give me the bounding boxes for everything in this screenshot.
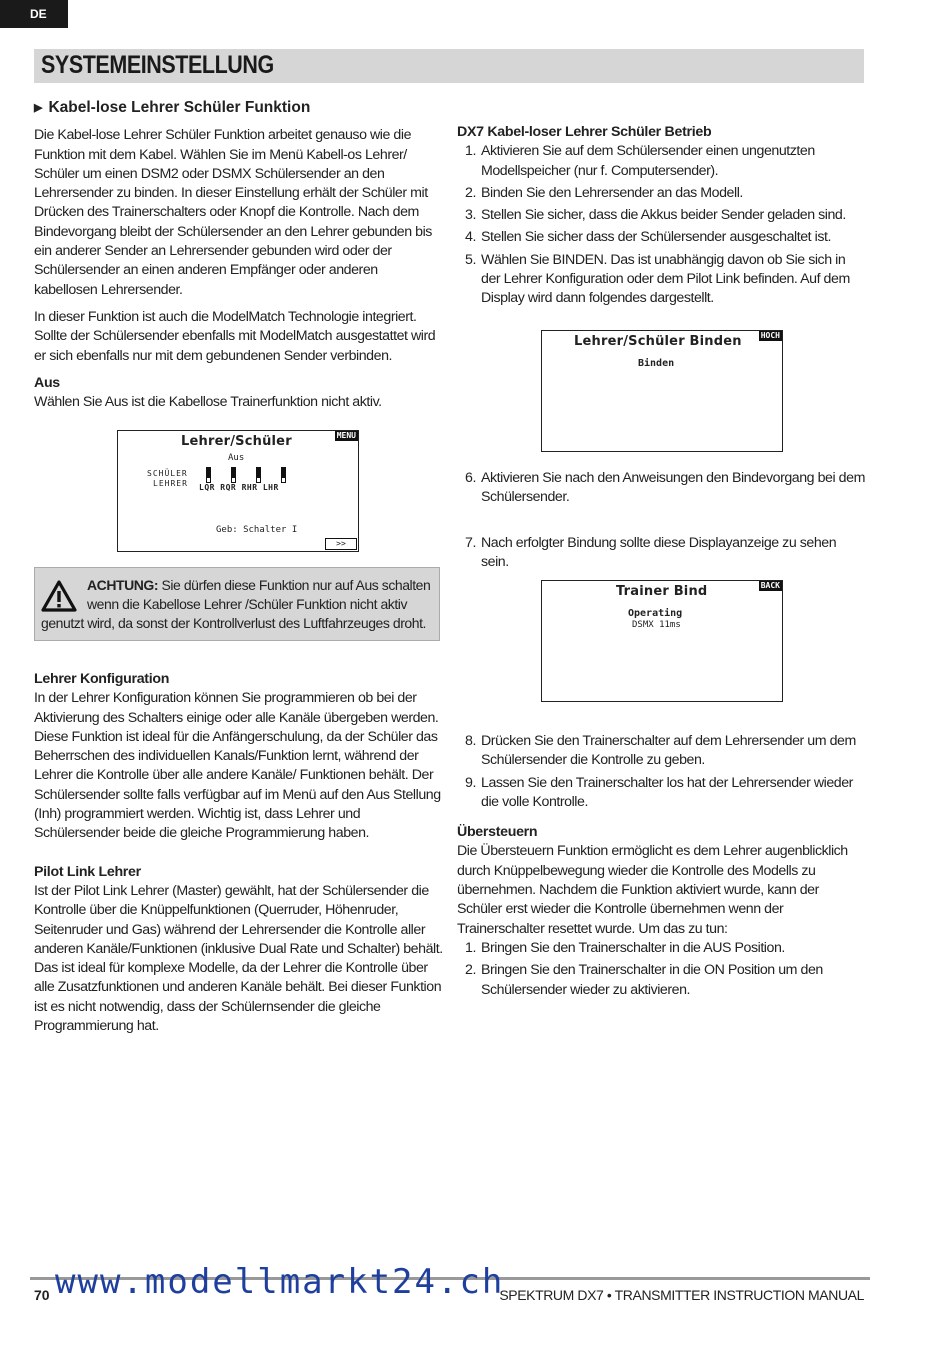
step-7 (457, 534, 867, 573)
lcd-channel-rhr: RHR (241, 483, 258, 492)
warning-line1 (87, 576, 437, 595)
channel-switch-block (281, 477, 286, 483)
step-number: 4. (465, 229, 476, 246)
lcd-trainer-bind (541, 580, 783, 702)
step-item (457, 534, 867, 573)
step-text: Drücken Sie den Trainerschalter auf dem Lehrersender um dem Schülersender die Kontrolle zu geben. (481, 733, 856, 769)
lcd-switch-label: Geb: Schalter I (216, 525, 298, 535)
step-item (457, 184, 867, 203)
step-text: Nach erfolgter Bindung sollte diese Displayanzeige zu sehen sein. (481, 535, 837, 571)
pilot-link-heading: Pilot Link Lehrer (34, 863, 141, 880)
step-number: 8. (465, 733, 476, 749)
lcd-binden-label: Binden (638, 358, 675, 369)
channel-switch-block (281, 467, 286, 477)
step-item (457, 228, 867, 247)
aus-heading: Aus (34, 374, 60, 391)
step-item (457, 469, 867, 508)
step-item (457, 939, 867, 958)
lcd-title: Lehrer/Schüler (181, 434, 292, 449)
step-item (457, 961, 867, 1000)
step-number: 9. (465, 774, 476, 791)
step-item (457, 774, 867, 813)
step-text: Aktivieren Sie nach den Anweisungen den Bindevorgang bei dem Schülersender. (481, 470, 865, 506)
warning-line3: genutzt wird, da sonst der Kontrollverlust des Luftfahrzeuges droht. (41, 615, 426, 631)
uebersteuern-text: Die Übersteuern Funktion ermöglicht es dem Lehrer augenblicklich durch Knüppelbewegung wieder die Kontrolle des Modells zu übernehmen. Nachdem die Funktion aktiviert wurde, kann der Schüler erst wieder die Kontrolle übernehmen wenn der Trainerschalter resettet wurde. Um das zu tun: (457, 843, 848, 937)
left-column-top (34, 98, 444, 412)
lcd-row-schueler: SCHÜLER (147, 469, 188, 478)
lcd-channel-labels (199, 483, 279, 492)
step-number: 1. (465, 143, 476, 160)
step-text: Bringen Sie den Trainerschalter in die ON Position um den Schülersender wieder zu aktivieren. (481, 962, 823, 998)
manual-title: SPEKTRUM DX7 • TRANSMITTER INSTRUCTION MANUAL (499, 1287, 864, 1303)
step-item (457, 206, 867, 225)
page-number: 70 (34, 1287, 50, 1303)
pilot-link-text: Ist der Pilot Link Lehrer (Master) gewählt, hat der Schülersender die Kontrolle über die Knüppelfunktionen (Querruder, Höhenruder, Seitenruder und Gas) während der Lehrersender die Kontrolle aller anderen Kanäle/Funktionen (inklusive Dual Rate und Schalter) behält. Das ist ideal für komplexe Modelle, da der Lehrer die Kontrolle über alle Zusatzfunktionen und anderen Kanäle behält. Bei dieser Funktion ist es nicht notwendig, dass der Schülernsender die gleiche Programmierung hat. (34, 882, 443, 1035)
step-text: Bringen Sie den Trainerschalter in die AUS Position. (481, 939, 785, 956)
modelmatch-paragraph: In dieser Funktion ist auch die ModelMatch Technologie integriert. Sollte der Schülersender ebenfalls mit ModelMatch ausgestattet wird er sich ebenfalls nur mit dem gebundenen Sender verbinden. (34, 308, 436, 364)
subsection-heading-text: Kabel-lose Lehrer Schüler Funktion (48, 99, 311, 116)
channel-switch-block (206, 467, 211, 477)
right-column-bottom (457, 732, 867, 1000)
warning-box (34, 567, 440, 641)
step-text: Stellen Sie sicher dass der Schülersender ausgeschaltet ist. (481, 229, 831, 246)
step-text: Lassen Sie den Trainerschalter los hat der Lehrersender wieder die volle Kontrolle. (481, 774, 853, 810)
step-number: 5. (465, 251, 476, 268)
right-column-top (457, 123, 867, 309)
step-number: 2. (465, 962, 476, 979)
channel-switch-block (256, 467, 261, 477)
step-number: 2. (465, 184, 476, 201)
step-text: Binden Sie den Lehrersender an das Modell. (481, 184, 743, 201)
step-text: Aktivieren Sie auf dem Schülersender einen ungenutzten Modellspeicher (nur f. Computersender). (481, 143, 815, 179)
lcd-title: Trainer Bind (616, 584, 708, 599)
step-number: 3. (465, 207, 476, 224)
lcd-dsmx-label: DSMX 11ms (632, 620, 681, 630)
lcd-next-arrow-icon: >> (325, 538, 357, 550)
lcd-mode: Aus (228, 453, 245, 463)
warning-line1-text: Sie dürfen diese Funktion nur auf Aus schalten (158, 577, 431, 593)
lcd-row-lehrer: LEHRER (153, 479, 188, 488)
lcd-channel-rqr: RQR (220, 483, 237, 492)
lcd-row-labels (147, 469, 188, 489)
channel-switch-block (231, 467, 236, 477)
warning-bold-label: ACHTUNG: (87, 577, 159, 593)
lcd-title: Lehrer/Schüler Binden (574, 334, 742, 349)
lcd-back-tag: BACK (760, 581, 780, 590)
lcd-channel-lqr: LQR (199, 483, 215, 492)
warning-line2: wenn die Kabellose Lehrer /Schüler Funktion nicht aktiv (87, 596, 408, 612)
section-title: SYSTEMEINSTELLUNG (41, 51, 274, 79)
lcd-menu-tag: MENU (336, 431, 356, 440)
left-column-bottom (34, 670, 444, 1036)
step-6 (457, 469, 867, 508)
steps-list-b (457, 732, 867, 812)
subsection-heading (34, 98, 444, 119)
step-text: Wählen Sie BINDEN. Das ist unabhängig davon ob Sie sich in der Lehrer Konfiguration oder dem Pilot Link befinden. Auf dem Display wird dann folgendes dargestellt. (481, 251, 850, 307)
lcd-hoch-tag: HOCH (760, 331, 780, 340)
intro-paragraph: Die Kabel-lose Lehrer Schüler Funktion arbeitet genauso wie die Funktion mit dem Kabel. Wählen Sie im Menü Kabell-os Lehrer/ Schüler um einen DSM2 oder DSMX Schülersender an den Lehrersender zu binden. In dieser Einstellung erhält der Schüler mit Drücken des Trainerschalters oder Knopf die Kontrolle. Nach dem Bindevorgang bleibt der Schülersender an den Lehrer gebunden bis ein anderer Sender an Lehrersender gebunden wird oder der Schülersender an einen anderen Empfänger oder anderen kabellosen Lehrersender. (34, 127, 432, 298)
lcd-operating-label: Operating (628, 608, 683, 619)
step-number: 6. (465, 470, 476, 486)
aus-text: Wählen Sie Aus ist die Kabellose Trainerfunktion nicht aktiv. (34, 394, 382, 411)
language-tab: DE (0, 0, 68, 28)
step-item (457, 732, 867, 771)
lehrer-konfiguration-heading: Lehrer Konfiguration (34, 671, 170, 687)
lcd-lehrer-schueler-binden (541, 330, 783, 452)
uebersteuern-heading: Übersteuern (457, 824, 538, 841)
step-number: 1. (465, 939, 476, 956)
step-item (457, 142, 867, 181)
step-text: Stellen Sie sicher, dass die Akkus beider Sender geladen sind. (481, 207, 846, 224)
dx7-heading: DX7 Kabel-loser Lehrer Schüler Betrieb (457, 124, 712, 140)
watermark: www.modellmarkt24.ch (55, 1262, 505, 1302)
lcd-channel-lhr: LHR (262, 483, 279, 492)
lehrer-konfiguration-text: In der Lehrer Konfiguration können Sie programmieren ob bei der Aktivierung des Schalters einige oder alle Kanäle übergeben werden. Diese Funktion ist ideal für die Anfängerschulung, da der Schüler das Beherrschen des individuellen Kanals/Funktion lernt, während der Lehrer die Kontrolle über alle andere Kanäle/ Funktionen behält. Der Schülersender sollte falls verfügbar auf im Menü auf den Aus Stellung (Inh) programmiert werden. Wichtig ist, dass Lehrer und Schülersender beide die gleiche Programmierung haben. (34, 690, 441, 842)
steps-list-c (457, 939, 867, 1000)
step-number: 7. (465, 535, 476, 551)
warning-triangle-icon (41, 580, 77, 612)
steps-list-a (457, 142, 867, 308)
triangle-right-icon: ▶ (34, 102, 43, 114)
step-item (457, 251, 867, 309)
lcd-lehrer-schueler (117, 430, 359, 552)
